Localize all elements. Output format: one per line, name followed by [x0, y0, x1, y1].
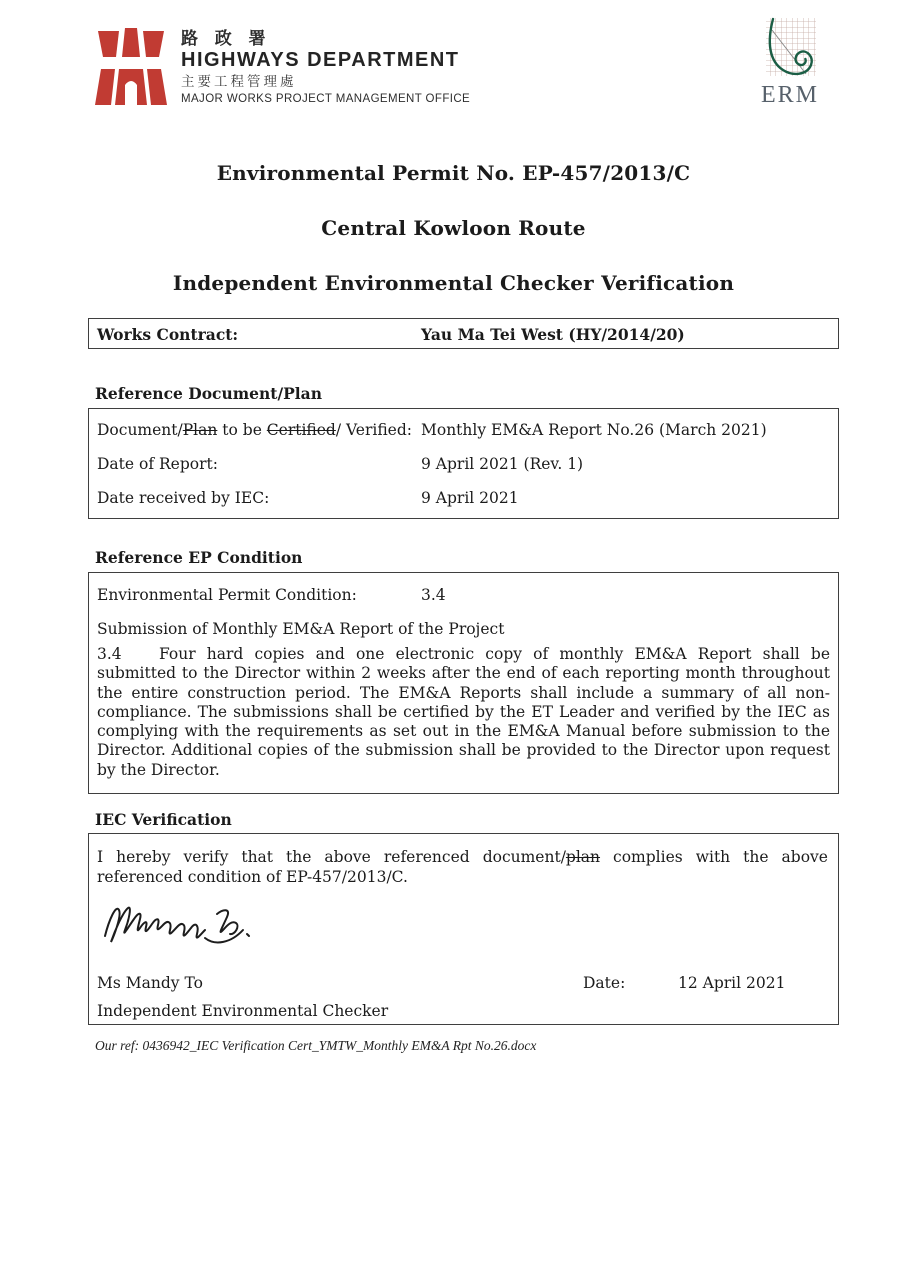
header — [95, 27, 470, 109]
reference-document-table — [88, 408, 839, 519]
reference-document-heading: Reference Document/Plan — [95, 384, 322, 403]
label-part: to be — [217, 421, 267, 439]
label-part: Document/ — [97, 421, 183, 439]
date-of-report-value: 9 April 2021 (Rev. 1) — [421, 455, 584, 473]
page-title-permit-no: Environmental Permit No. EP-457/2013/C — [216, 161, 691, 185]
date-value: 12 April 2021 — [678, 974, 786, 992]
clause-text: Four hard copies and one electronic copy of monthly EM&A Report shall be submitted to the Director within 2 weeks after the end of each reporting month throughout the entire construction period. The EM&A Reports shall include a summary of all non-compliance. The submissions shall be certified by the ET Leader and verified by the IEC as complying with the requirements as set out in the EM&A Manual before submission to the Director. Additional copies of the submission shall be provided to the Director upon request by the Director. — [97, 645, 830, 779]
works-contract-value: Yau Ma Tei West (HY/2014/20) — [421, 325, 685, 344]
our-ref-footer: Our ref: 0436942_IEC Verification Cert_YMTW_Monthly EM&A Rpt No.26.docx — [95, 1038, 537, 1053]
table-row — [89, 455, 838, 473]
header-text-block — [181, 27, 470, 105]
label-part-struck: Plan — [182, 421, 218, 439]
document-to-be-verified-value: Monthly EM&A Report No.26 (March 2021) — [421, 421, 767, 439]
highways-department-logo-icon — [95, 27, 167, 109]
dept-name-chinese: 路 政 署 — [181, 29, 272, 48]
document-to-be-verified-label — [89, 421, 421, 439]
title-block — [0, 161, 907, 326]
signatory-name: Ms Mandy To — [97, 974, 203, 992]
statement-part: complies with the above referenced condition of EP-457/2013/C. — [97, 848, 828, 886]
ep-condition-value: 3.4 — [421, 586, 446, 604]
table-row — [89, 421, 838, 439]
date-received-by-iec-label: Date received by IEC: — [97, 489, 270, 507]
statement-part-struck: plan — [565, 848, 601, 866]
statement-part: I hereby verify that the above referenced document/ — [97, 848, 566, 866]
date-label: Date: — [583, 974, 626, 992]
ep-condition-label: Environmental Permit Condition: — [97, 586, 357, 604]
erm-fern-icon — [759, 16, 821, 80]
signature-image — [101, 890, 276, 956]
dept-name-english: HIGHWAYS DEPARTMENT — [181, 49, 460, 72]
erm-logo — [756, 16, 824, 109]
iec-statement — [97, 847, 828, 887]
reference-ep-heading: Reference EP Condition — [95, 548, 303, 567]
label-part: / Verified: — [335, 421, 412, 439]
office-name-chinese: 主要工程管理處 — [181, 74, 297, 90]
office-name-english: MAJOR WORKS PROJECT MANAGEMENT OFFICE — [181, 92, 471, 105]
page-title-route: Central Kowloon Route — [321, 216, 586, 240]
ep-condition-subtitle: Submission of Monthly EM&A Report of the Project — [97, 620, 505, 638]
table-row — [89, 586, 838, 604]
date-of-report-label: Date of Report: — [97, 455, 218, 473]
table-row — [89, 489, 838, 507]
works-contract-table — [88, 318, 839, 349]
page-title-verification: Independent Environmental Checker Verification — [172, 271, 735, 295]
date-received-by-iec-value: 9 April 2021 — [421, 489, 519, 507]
works-contract-label: Works Contract: — [97, 325, 239, 344]
iec-verification-heading: IEC Verification — [95, 810, 232, 829]
works-contract-row — [89, 325, 838, 344]
clause-number: 3.4 — [97, 645, 122, 663]
erm-logo-text: ERM — [760, 82, 819, 108]
ep-condition-clause — [97, 645, 830, 780]
label-part-struck: Certified — [266, 421, 336, 439]
signatory-title: Independent Environmental Checker — [97, 1002, 389, 1020]
iec-verification-box — [88, 833, 839, 1025]
reference-ep-table — [88, 572, 839, 794]
